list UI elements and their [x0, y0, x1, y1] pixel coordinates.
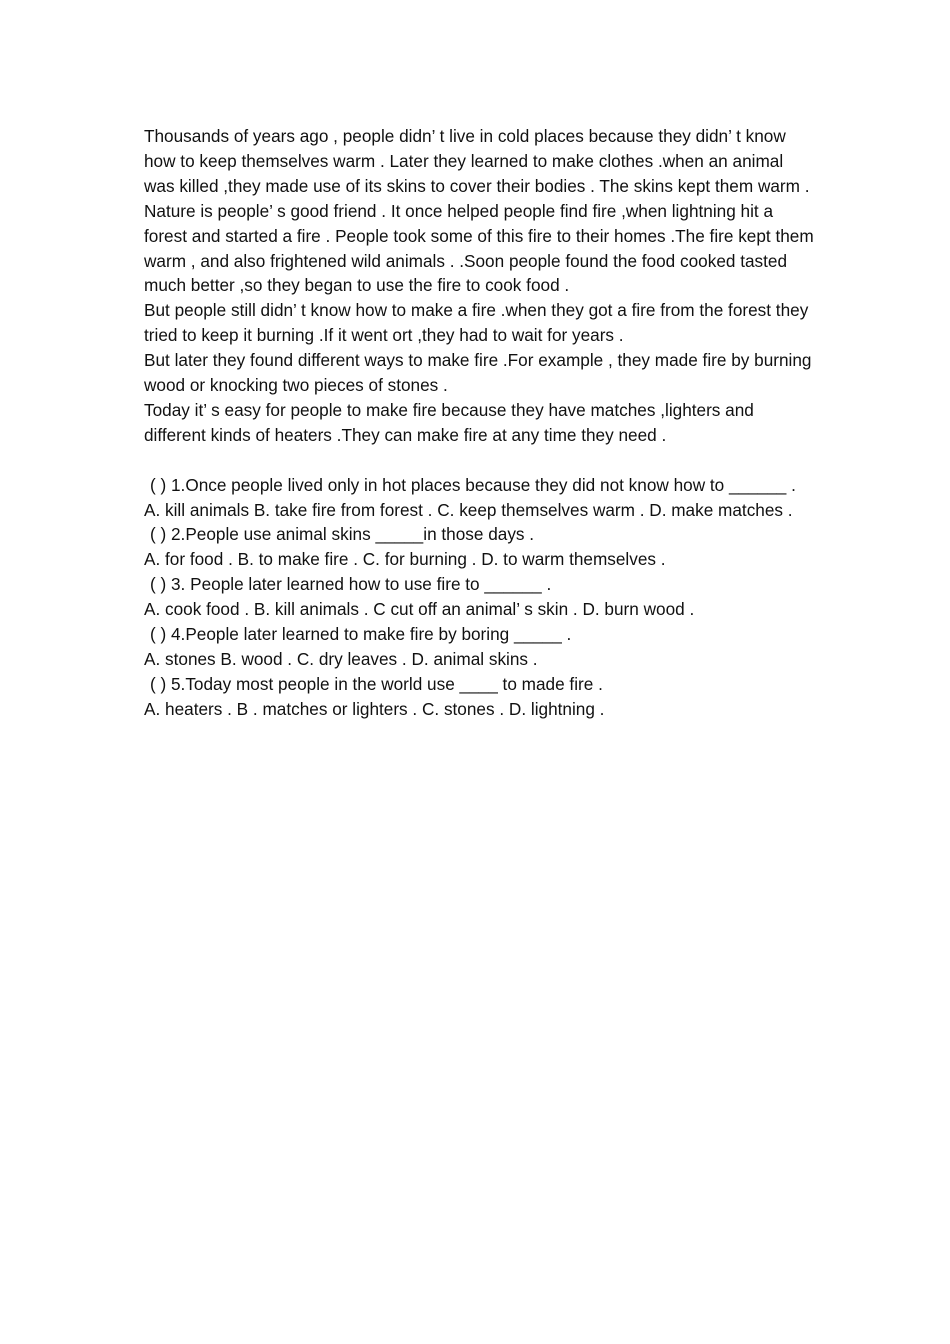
- passage-paragraph-2: Nature is people’ s good friend . It once helped people find fire ,when lightning hit a forest and started a fire . People took some of this fire to their homes .The fire kept them warm , and also frightened wild animals . .Soon people found the food cooked tasted much better ,so they began to use the fire to cook food .: [144, 200, 814, 296]
- question-options: A. kill animals B. take fire from forest . C. keep themselves warm . D. make matches .: [144, 499, 793, 520]
- section-spacer: [144, 448, 814, 473]
- passage-paragraph-4: But later they found different ways to make fire .For example , they made fire by burning wood or knocking two pieces of stones .: [144, 350, 812, 396]
- question-options: A. for food . B. to make fire . C. for burning . D. to warm themselves .: [144, 549, 666, 570]
- document-body: [144, 124, 814, 722]
- passage-paragraph-5: Today it’ s easy for people to make fire because they have matches ,lighters and different kinds of heaters .They can make fire at any time they need .: [144, 399, 754, 445]
- question-options: A. cook food . B. kill animals . C cut off an animal’ s skin . D. burn wood .: [144, 599, 695, 620]
- question-options: A. heaters . B . matches or lighters . C. stones . D. lightning .: [144, 698, 605, 719]
- passage-paragraph-3: But people still didn’ t know how to make a fire .when they got a fire from the forest they tried to keep it burning .If it went ort ,they had to wait for years .: [144, 300, 809, 346]
- question-options: A. stones B. wood . C. dry leaves . D. animal skins .: [144, 649, 538, 670]
- question-stem: ( ) 1.Once people lived only in hot places because they did not know how to ______ .: [150, 474, 796, 495]
- question-2: [144, 522, 814, 572]
- passage-paragraph-1: Thousands of years ago , people didn’ t live in cold places because they didn’ t know how to keep themselves warm . Later they learned to make clothes .when an animal was killed ,they made use of its skins to cover their bodies . The skins kept them warm .: [144, 126, 810, 196]
- question-stem: ( ) 4.People later learned to make fire by boring _____ .: [150, 624, 572, 645]
- question-stem: ( ) 3. People later learned how to use fire to ______ .: [150, 574, 552, 595]
- question-4: [144, 622, 814, 672]
- question-1: [144, 473, 814, 523]
- question-3: [144, 572, 814, 622]
- question-stem: ( ) 2.People use animal skins _____in those days .: [150, 524, 535, 545]
- question-stem: ( ) 5.Today most people in the world use ____ to made fire .: [150, 673, 603, 694]
- question-5: [144, 672, 814, 722]
